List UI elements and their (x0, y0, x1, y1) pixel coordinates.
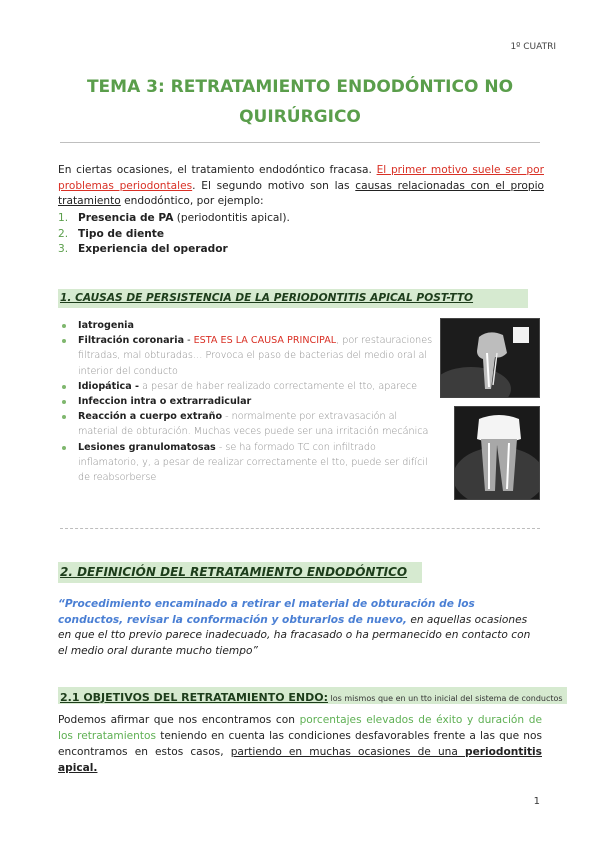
paragraph-underlined-bold: periodontitis apical. (58, 746, 542, 774)
cause-highlight: ESTA ES LA CAUSA PRINCIPAL (193, 335, 337, 347)
list-item (58, 227, 290, 243)
cause-description: - normalmente por extravasación al material de obturación. Muchas veces puede ser una irritación mecánica (78, 411, 429, 438)
intro-text-1: En ciertas ocasiones, el tratamiento endodóntico fracasa. (58, 164, 377, 176)
tooth-crown-icon (441, 319, 539, 397)
definition-highlight: “Procedimiento encaminado a retirar el material de obturación de los conductos, revisar la conformación y obturarlos de nuevo, (58, 598, 475, 626)
subsection-title: 2.1 OBJETIVOS DEL RETRATAMIENTO ENDO: (60, 691, 328, 704)
bullet-icon (62, 324, 66, 328)
list-item (58, 394, 436, 409)
list-item (58, 440, 436, 486)
list-item (58, 211, 290, 227)
list-item-bold: Experiencia del operador (78, 243, 228, 255)
intro-text-5: endodóntico, por ejemplo: (120, 195, 264, 208)
section-2-heading: 2. DEFINICIÓN DEL RETRATAMIENTO ENDODÓNTICO (58, 562, 422, 583)
radiograph-image-1 (440, 318, 540, 398)
cause-title: Filtración coronaria (78, 335, 185, 347)
radiograph-image-2 (454, 406, 540, 500)
list-item (58, 333, 436, 379)
cause-title: Lesiones granulomatosas (78, 441, 216, 453)
objectives-paragraph (58, 712, 542, 776)
page-title-line2: QUIRÚRGICO (239, 107, 361, 127)
list-item-text: (periodontitis apical). (173, 212, 290, 224)
paragraph-text-2: teniendo en cuenta las condiciones desfavorables frente a las que nos encontramos en estos casos, (58, 730, 542, 758)
list-item (58, 409, 436, 439)
cause-title: Iatrogenia (78, 320, 134, 331)
intro-underlined: causas relacionadas con el propio tratamiento (58, 179, 544, 208)
subsection-heading (58, 687, 567, 704)
list-item-bold: Tipo de diente (78, 227, 165, 240)
title-divider (60, 142, 540, 143)
section-1-heading: 1. CAUSAS DE PERSISTENCIA DE LA PERIODONTITIS APICAL POST-TTO (58, 289, 528, 308)
bullet-icon (62, 385, 66, 389)
bullet-icon (62, 446, 66, 450)
list-item (58, 318, 436, 333)
reasons-list (58, 211, 290, 258)
intro-text-3: . El segundo motivo son las (192, 179, 356, 192)
list-number: 1. (58, 212, 69, 224)
cause-title: Reacción a cuerpo extraño (78, 411, 223, 423)
intro-highlight-red: El primer motivo suele ser por problemas periodontales (58, 164, 544, 192)
list-number: 2. (58, 227, 69, 240)
cuatri-label: 1º CUATRI (510, 42, 556, 52)
intro-paragraph (58, 163, 544, 210)
page-title (60, 72, 540, 132)
section-divider (60, 528, 540, 529)
subsection-note: los mismos que en un tto inicial del sistema de conductos (328, 694, 563, 703)
definition-text: en aquellas ocasiones en que el tto previo parece inadecuado, ha fracasado o ha permanecido en contacto con el medio oral durante mucho tiempo” (58, 613, 531, 657)
list-item (58, 379, 436, 394)
bullet-icon (62, 415, 66, 419)
list-number: 3. (58, 243, 69, 255)
cause-description: , por restauraciones filtradas, mal obturadas… Provoca el paso de bacterias del medio oral al interior del conducto (78, 335, 433, 377)
cause-description: - se ha formado TC con infiltrado inflamatorio, y, a pesar de realizar correctamente el tto, puede ser difícil de reabsorberse (78, 441, 428, 484)
page-title-line1: TEMA 3: RETRATAMIENTO ENDODÓNTICO NO (86, 77, 514, 97)
definition-quote (58, 597, 542, 659)
cause-separator: - (184, 335, 194, 347)
list-item (58, 242, 290, 258)
bullet-icon (62, 400, 66, 404)
page-number: 1 (533, 796, 540, 807)
bullet-icon (62, 339, 66, 343)
root-canal-icon (455, 407, 539, 499)
paragraph-highlight-green: porcentajes elevados de éxito y duración de los retratamientos (58, 714, 542, 742)
causes-list (58, 318, 436, 485)
paragraph-text-1: Podemos afirmar que nos encontramos con (58, 714, 300, 726)
list-item-bold: Presencia de PA (78, 212, 174, 224)
cause-title: Infeccion intra o extrarradicular (78, 396, 252, 408)
cause-title: Idiopática - (78, 380, 140, 392)
paragraph-underlined: partiendo en muchas ocasiones de una (230, 746, 465, 758)
cause-description: a pesar de haber realizado correctamente el tto, aparece (139, 380, 418, 392)
